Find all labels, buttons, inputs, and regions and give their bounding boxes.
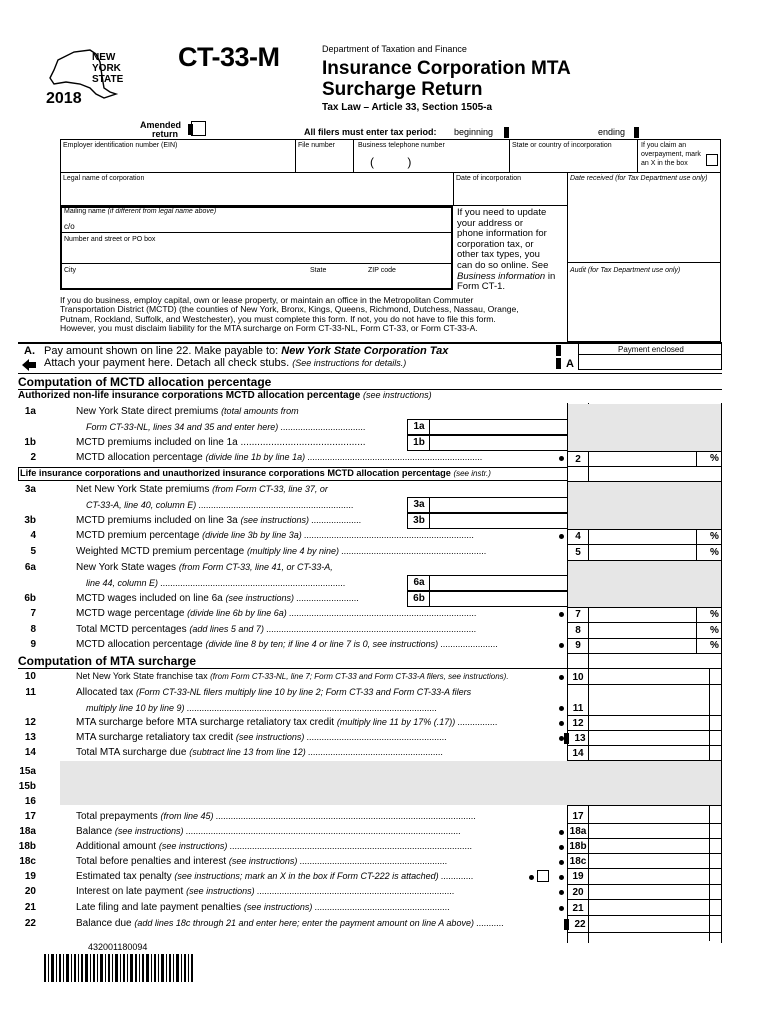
line-14-number: 14 [24, 747, 36, 758]
line-10-input[interactable] [590, 670, 707, 684]
city-label: City [64, 267, 77, 274]
line-6a-text-cont: line 44, column E) .......................................................................... [86, 578, 346, 588]
line-15b-number: 15b [18, 781, 36, 792]
line-18b-input[interactable] [590, 839, 707, 853]
street-input[interactable] [64, 245, 450, 261]
tax-period-label: All filers must enter tax period: [304, 127, 437, 137]
line-1b-box-label: 1b [413, 437, 425, 448]
bullet [559, 721, 564, 726]
line-18c-text: Total before penalties and interest (see instructions) ........................................................... [76, 856, 448, 867]
state-inc-input[interactable] [511, 152, 635, 170]
line-5-text: Weighted MCTD premium percentage (multiply line 4 by nine) .......................................................... [76, 546, 487, 557]
line-14-box-label: 14 [572, 748, 584, 759]
line-21-number: 21 [24, 902, 36, 913]
line-7-percent: % [710, 609, 719, 620]
amended-label: Amended [140, 120, 182, 130]
line-2-box-label: 2 [575, 454, 581, 465]
line-20-input[interactable] [590, 885, 707, 899]
beginning-marker [504, 127, 509, 138]
line-14-text: Total MTA surcharge due (subtract line 13 from line 12) ...................................................... [76, 747, 444, 758]
line-6b-input[interactable] [429, 591, 568, 607]
department-name: Department of Taxation and Finance [322, 44, 467, 54]
line-20-box-label: 20 [572, 887, 584, 898]
line-a-box-label: A [566, 358, 574, 370]
line-19-input[interactable] [590, 869, 707, 883]
left-arrow-icon [22, 358, 38, 370]
line-17-number: 17 [24, 811, 36, 822]
line-20-text: Interest on late payment (see instructions) ............................................................................... [76, 886, 455, 897]
line-13-box-label: 13 [574, 733, 586, 744]
state-line3: STATE [92, 74, 124, 85]
zip-input[interactable] [366, 275, 450, 288]
line-5-number: 5 [30, 546, 36, 557]
line-2-input[interactable] [590, 452, 694, 466]
barcode-icon [44, 954, 194, 982]
line-2-percent: % [710, 453, 719, 464]
line-18b-text: Additional amount (see instructions) ................................................................................................. [76, 841, 473, 852]
line-21-text: Late filing and late payment penalties (see instructions) ...................................................... [76, 902, 450, 913]
line-18c-box-label: 18c [569, 856, 587, 867]
line-13-number: 13 [24, 732, 36, 743]
line-10-text: Net New York State franchise tax (from Form CT-33-NL, line 7; Form CT-33 and Form CT-33-A filers, see instructions). [76, 671, 509, 681]
line-19-box-label: 19 [572, 871, 584, 882]
line-15a-number: 15a [19, 766, 36, 777]
line-a-label: A. [24, 345, 35, 357]
line-2-text: MCTD allocation percentage (divide line 1b by line 1a) ...................................................................... [76, 452, 483, 463]
mta-section-title: Computation of MTA surcharge [18, 654, 196, 668]
line-14-input[interactable] [590, 746, 707, 760]
phone-input[interactable] [356, 152, 506, 170]
line-8-number: 8 [30, 624, 36, 635]
mailing-name-label: Mailing name (if different from legal name above) [64, 208, 217, 215]
line-18a-number: 18a [19, 826, 36, 837]
bullet [559, 612, 564, 617]
shaded-area [568, 404, 721, 451]
line-6b-number: 6b [24, 593, 36, 604]
beginning-label: beginning [454, 127, 494, 137]
ein-input[interactable] [62, 152, 292, 170]
bullet [529, 875, 534, 880]
line-22-text: Balance due (add lines 18c through 21 and enter here; enter the payment amount on line A above) ........... [76, 918, 504, 929]
bullet [559, 860, 564, 865]
amended-label-2: return [152, 129, 179, 139]
overpayment-label-3: an X in the box [641, 160, 688, 167]
checkbox-marker [188, 124, 193, 135]
line-1b-number: 1b [24, 437, 36, 448]
life-heading: Life insurance corporations and unauthorized insurance corporations MCTD allocation percentage (see instr.) [20, 468, 491, 478]
line-12-number: 12 [24, 717, 36, 728]
overpayment-checkbox[interactable] [706, 154, 718, 166]
mailing-name-input[interactable] [80, 218, 450, 232]
line-4-number: 4 [30, 530, 36, 541]
line-6a-input[interactable] [429, 575, 568, 591]
shaded-area [60, 761, 721, 805]
line-1b-text: MCTD premiums included on line 1a ............................................. [76, 437, 366, 448]
shaded-area [568, 561, 721, 607]
line-18a-box-label: 18a [569, 826, 587, 837]
state-input[interactable] [308, 275, 364, 288]
line-10-box-label: 10 [572, 672, 584, 683]
line-2-number: 2 [30, 452, 36, 463]
form-number: CT-33-M [178, 42, 280, 72]
nonlife-heading: Authorized non-life insurance corporations MCTD allocation percentage (see instructions) [18, 390, 432, 401]
payment-enclosed-label: Payment enclosed [618, 345, 684, 354]
bullet [559, 906, 564, 911]
line-5-input[interactable] [590, 546, 694, 560]
audit-label: Audit (for Tax Department use only) [570, 267, 681, 274]
nys-logo [44, 48, 144, 110]
line-4-text: MCTD premium percentage (divide line 3b by line 3a) .................................................................... [76, 530, 475, 541]
line-3a-box-label: 3a [413, 499, 425, 510]
bullet [559, 890, 564, 895]
bullet [559, 675, 564, 680]
line-6b-text: MCTD wages included on line 6a (see instructions) ......................... [76, 593, 360, 604]
line-21-box-label: 21 [572, 903, 584, 914]
marker [556, 345, 561, 356]
shaded-area [568, 481, 721, 529]
line-6b-box-label: 6b [413, 593, 425, 604]
line-6a-number: 6a [24, 562, 36, 573]
phone-parens: ( ) [370, 155, 412, 169]
line-18b-number: 18b [18, 841, 36, 852]
tax-law-reference: Tax Law – Article 33, Section 1505-a [322, 102, 493, 113]
line-3a-number: 3a [24, 484, 36, 495]
bullet [559, 534, 564, 539]
mctd-paragraph: If you do business, employ capital, own or lease property, or maintain an office in the Metropolitan Commuter Transportation District (MCTD) (the counties of New York, Bronx, Kings, Queens, Richmond, Dutchess, Nassau, Orange, Putnam, Rockland, Suffolk, and Westchester), you must complete this form. If not, you do not have to file this form. However, you must disclaim liability for the MTA surcharge on Form CT-33-NL, Form CT-33, or Form CT-33-A. [60, 295, 519, 333]
ending-label: ending [598, 127, 626, 137]
line-7-box-label: 7 [575, 609, 581, 620]
state-label: State [310, 267, 327, 274]
payment-line2: Attach your payment here. Detach all check stubs. (See instructions for details.) [44, 357, 407, 369]
line-18a-input[interactable] [590, 824, 707, 838]
form-title-line2: Surcharge Return [322, 79, 483, 100]
line-17-input[interactable] [590, 809, 707, 823]
line-6a-box-label: 6a [413, 577, 425, 588]
line-4-box-label: 4 [575, 531, 581, 542]
legal-name-input[interactable] [62, 185, 450, 203]
bullet [559, 643, 564, 648]
bullet [559, 456, 564, 461]
bullet [559, 875, 564, 880]
line-19-number: 19 [24, 871, 36, 882]
line-9-input[interactable] [590, 639, 694, 653]
line-1a-text: New York State direct premiums (total amounts from [76, 406, 299, 417]
line-1a-number: 1a [24, 406, 36, 417]
line-18c-number: 18c [19, 856, 36, 867]
line-3b-box-label: 3b [413, 515, 425, 526]
line-20-number: 20 [24, 886, 36, 897]
period-ending-input[interactable] [640, 125, 716, 137]
phone-label: Business telephone number [358, 142, 445, 149]
line-8-box-label: 8 [575, 625, 581, 636]
line-13-input[interactable] [590, 731, 707, 745]
city-input[interactable] [64, 275, 304, 288]
bullet [559, 845, 564, 850]
line-12-text: MTA surcharge before MTA surcharge retaliatory tax credit (multiply line 11 by 17% (.17)) ................ [76, 717, 498, 728]
line-10-number: 10 [24, 671, 36, 682]
line-4-percent: % [710, 531, 719, 542]
payment-line1: Pay amount shown on line 22. Make payable to: New York State Corporation Tax [44, 345, 449, 357]
line-3b-input[interactable] [429, 513, 568, 529]
line-22-box-label: 22 [574, 919, 586, 930]
line-3b-number: 3b [24, 515, 36, 526]
line-8-input[interactable] [590, 624, 694, 638]
line-3a-input[interactable] [429, 497, 568, 513]
date-inc-input[interactable] [455, 185, 565, 203]
line-9-text: MCTD allocation percentage (divide line 8 by ten; if line 4 or line 7 is 0, see instructions) ....................... [76, 639, 499, 650]
line-16-number: 16 [24, 796, 36, 807]
line-7-number: 7 [30, 608, 36, 619]
line-7-text: MCTD wage percentage (divide line 6b by line 6a) ........................................................................... [76, 608, 477, 619]
marker [556, 358, 561, 369]
amended-return-checkbox[interactable] [191, 121, 206, 136]
line-7-input[interactable] [590, 608, 694, 622]
line-3a-text-cont: CT-33-A, line 40, column E) .............................................................. [86, 500, 354, 510]
line-18b-box-label: 18b [569, 841, 587, 852]
line-3b-text: MCTD premiums included on line 3a (see instructions) .................... [76, 515, 362, 526]
line-1a-text-cont: Form CT-33-NL, lines 34 and 35 and enter here) .................................. [86, 422, 366, 432]
line-19-text: Estimated tax penalty (see instructions; mark an X in the box if Form CT-222 is attached) ............. [76, 871, 474, 882]
state-line1: NEW [92, 52, 116, 63]
line-4-input[interactable] [590, 530, 694, 544]
mctd-section-title: Computation of MCTD allocation percentage [18, 375, 272, 389]
line-9-box-label: 9 [575, 640, 581, 651]
overpayment-label-1: If you claim an [641, 142, 687, 149]
payment-enclosed-input[interactable] [580, 355, 720, 369]
line-8-text: Total MCTD percentages (add lines 5 and 7) .................................................................................... [76, 624, 477, 635]
line-8-percent: % [710, 625, 719, 636]
line-17-box-label: 17 [572, 811, 584, 822]
line-9-percent: % [710, 640, 719, 651]
line-18c-input[interactable] [590, 854, 707, 868]
barcode-number: 432001180094 [88, 942, 148, 952]
line-12-box-label: 12 [572, 718, 584, 729]
line-1a-input[interactable] [429, 419, 568, 435]
state-inc-label: State or country of incorporation [512, 142, 612, 149]
zip-label: ZIP code [368, 267, 396, 274]
date-inc-label: Date of incorporation [456, 175, 521, 182]
line-13-text: MTA surcharge retaliatory tax credit (see instructions) ........................................................ [76, 732, 447, 743]
line-11-box-label: 11 [572, 703, 584, 714]
period-beginning-input[interactable] [512, 125, 592, 137]
bullet [559, 706, 564, 711]
line-18a-text: Balance (see instructions) .............................................................................................................. [76, 826, 461, 837]
tax-dept-use-box [567, 172, 721, 342]
line-1b-input[interactable] [429, 435, 568, 451]
line-17-text: Total prepayments (from line 45) ........................................................................................................ [76, 811, 477, 822]
line-11-input[interactable] [590, 701, 707, 715]
form-title-line1: Insurance Corporation MTA [322, 58, 571, 79]
street-label: Number and street or PO box [64, 236, 156, 243]
address-update-note: If you need to update your address or phone information for corporation tax, or other tax types, you can do so online. See Business information in Form CT-1. [457, 207, 556, 293]
line-6a-text: New York State wages (from Form CT-33, line 41, or CT-33-A, [76, 562, 333, 573]
line-5-box-label: 5 [575, 547, 581, 558]
marker [564, 919, 569, 930]
line-11-number: 11 [25, 687, 36, 698]
line-11-text-cont: multiply line 10 by line 9) .................................................................................................... [86, 703, 438, 713]
line-22-number: 22 [24, 918, 36, 929]
state-line2: YORK [92, 63, 121, 74]
ending-marker [634, 127, 639, 138]
line-11-text: Allocated tax (Form CT-33-NL filers multiply line 10 by line 2; Form CT-33 and Form CT-33-A filers [76, 687, 472, 698]
line-3a-text: Net New York State premiums (from Form CT-33, line 37, or [76, 484, 328, 495]
marker [564, 733, 569, 744]
bullet [559, 830, 564, 835]
line-5-percent: % [710, 547, 719, 558]
ct222-attached-checkbox[interactable] [537, 870, 549, 882]
file-number-input[interactable] [297, 152, 351, 170]
line-9-number: 9 [30, 639, 36, 650]
legal-name-label: Legal name of corporation [63, 175, 145, 182]
line-12-input[interactable] [590, 716, 707, 730]
form-year: 2018 [46, 90, 82, 107]
line-21-input[interactable] [590, 901, 707, 915]
line-1a-box-label: 1a [413, 421, 425, 432]
overpayment-label-2: overpayment, mark [641, 151, 701, 158]
care-of-label: c/o [64, 222, 75, 231]
line-22-input[interactable] [590, 917, 707, 931]
ein-label: Employer identification number (EIN) [63, 142, 178, 149]
file-number-label: File number [298, 142, 335, 149]
date-received-label: Date received (for Tax Department use only) [570, 175, 708, 182]
